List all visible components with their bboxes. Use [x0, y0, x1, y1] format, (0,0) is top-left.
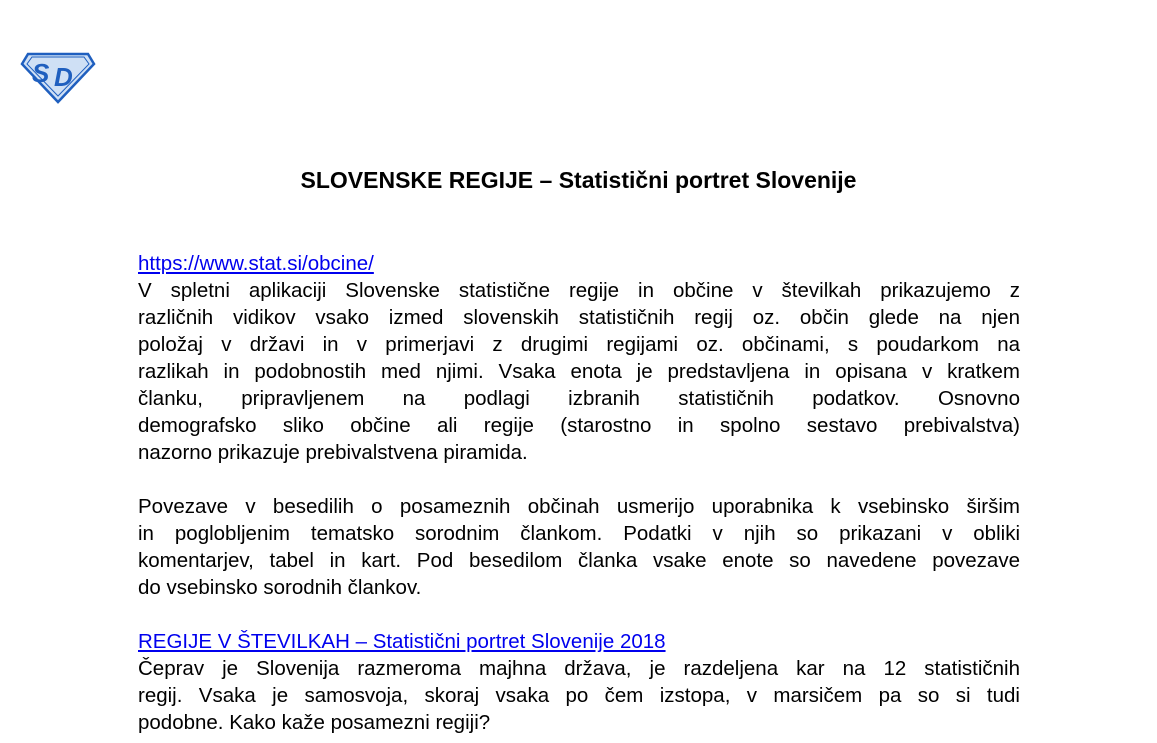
paragraph-2 [138, 493, 1020, 601]
paragraph-3 [138, 655, 1020, 736]
paragraph-1 [138, 277, 1020, 466]
section-stat-obcine [138, 250, 1020, 736]
text-line: komentarjev, tabel in kart. Pod besedilom članka vsake enote so navedene povezave [138, 549, 1020, 572]
svg-text:D: D [54, 62, 73, 92]
text-line: podobne. Kako kaže posamezni regiji? [138, 711, 491, 734]
svg-text:S: S [32, 58, 50, 88]
text-line: do vsebinsko sorodnih člankov. [138, 576, 422, 599]
regije-v-stevilkah-link[interactable]: REGIJE V ŠTEVILKAH – Statistični portret Slovenije 2018 [138, 630, 666, 653]
text-line: položaj v državi in v primerjavi z drugimi regijami oz. občinami, s poudarkom na [138, 333, 1020, 356]
text-line: razlikah in podobnostih med njimi. Vsaka enota je predstavljena in opisana v kratkem [138, 360, 1020, 383]
stat-obcine-link[interactable]: https://www.stat.si/obcine/ [138, 252, 374, 275]
text-line: različnih vidikov vsako izmed slovenskih statističnih regij oz. občin glede na njen [138, 306, 1020, 329]
text-line: in poglobljenim tematsko sorodnim člankom. Podatki v njih so prikazani v obliki [138, 522, 1020, 545]
text-line: Povezave v besedilih o posameznih občinah usmerijo uporabnika k vsebinsko širšim [138, 495, 1020, 518]
text-line: regij. Vsaka je samosvoja, skoraj vsaka po čem izstopa, v marsičem pa so si tudi [138, 684, 1020, 707]
text-line: nazorno prikazuje prebivalstvena piramida. [138, 441, 528, 464]
text-line: demografsko sliko občine ali regije (starostno in spolno sestavo prebivalstva) [138, 414, 1020, 437]
text-line: Čeprav je Slovenija razmeroma majhna država, je razdeljena kar na 12 statističnih [138, 657, 1020, 680]
text-line: V spletni aplikaciji Slovenske statistične regije in občine v številkah prikazujemo z [138, 279, 1020, 302]
logo-icon [20, 48, 96, 104]
text-line: članku, pripravljenem na podlagi izbranih statističnih podatkov. Osnovno [138, 387, 1020, 410]
page-title: SLOVENSKE REGIJE – Statistični portret Slovenije [300, 167, 857, 193]
